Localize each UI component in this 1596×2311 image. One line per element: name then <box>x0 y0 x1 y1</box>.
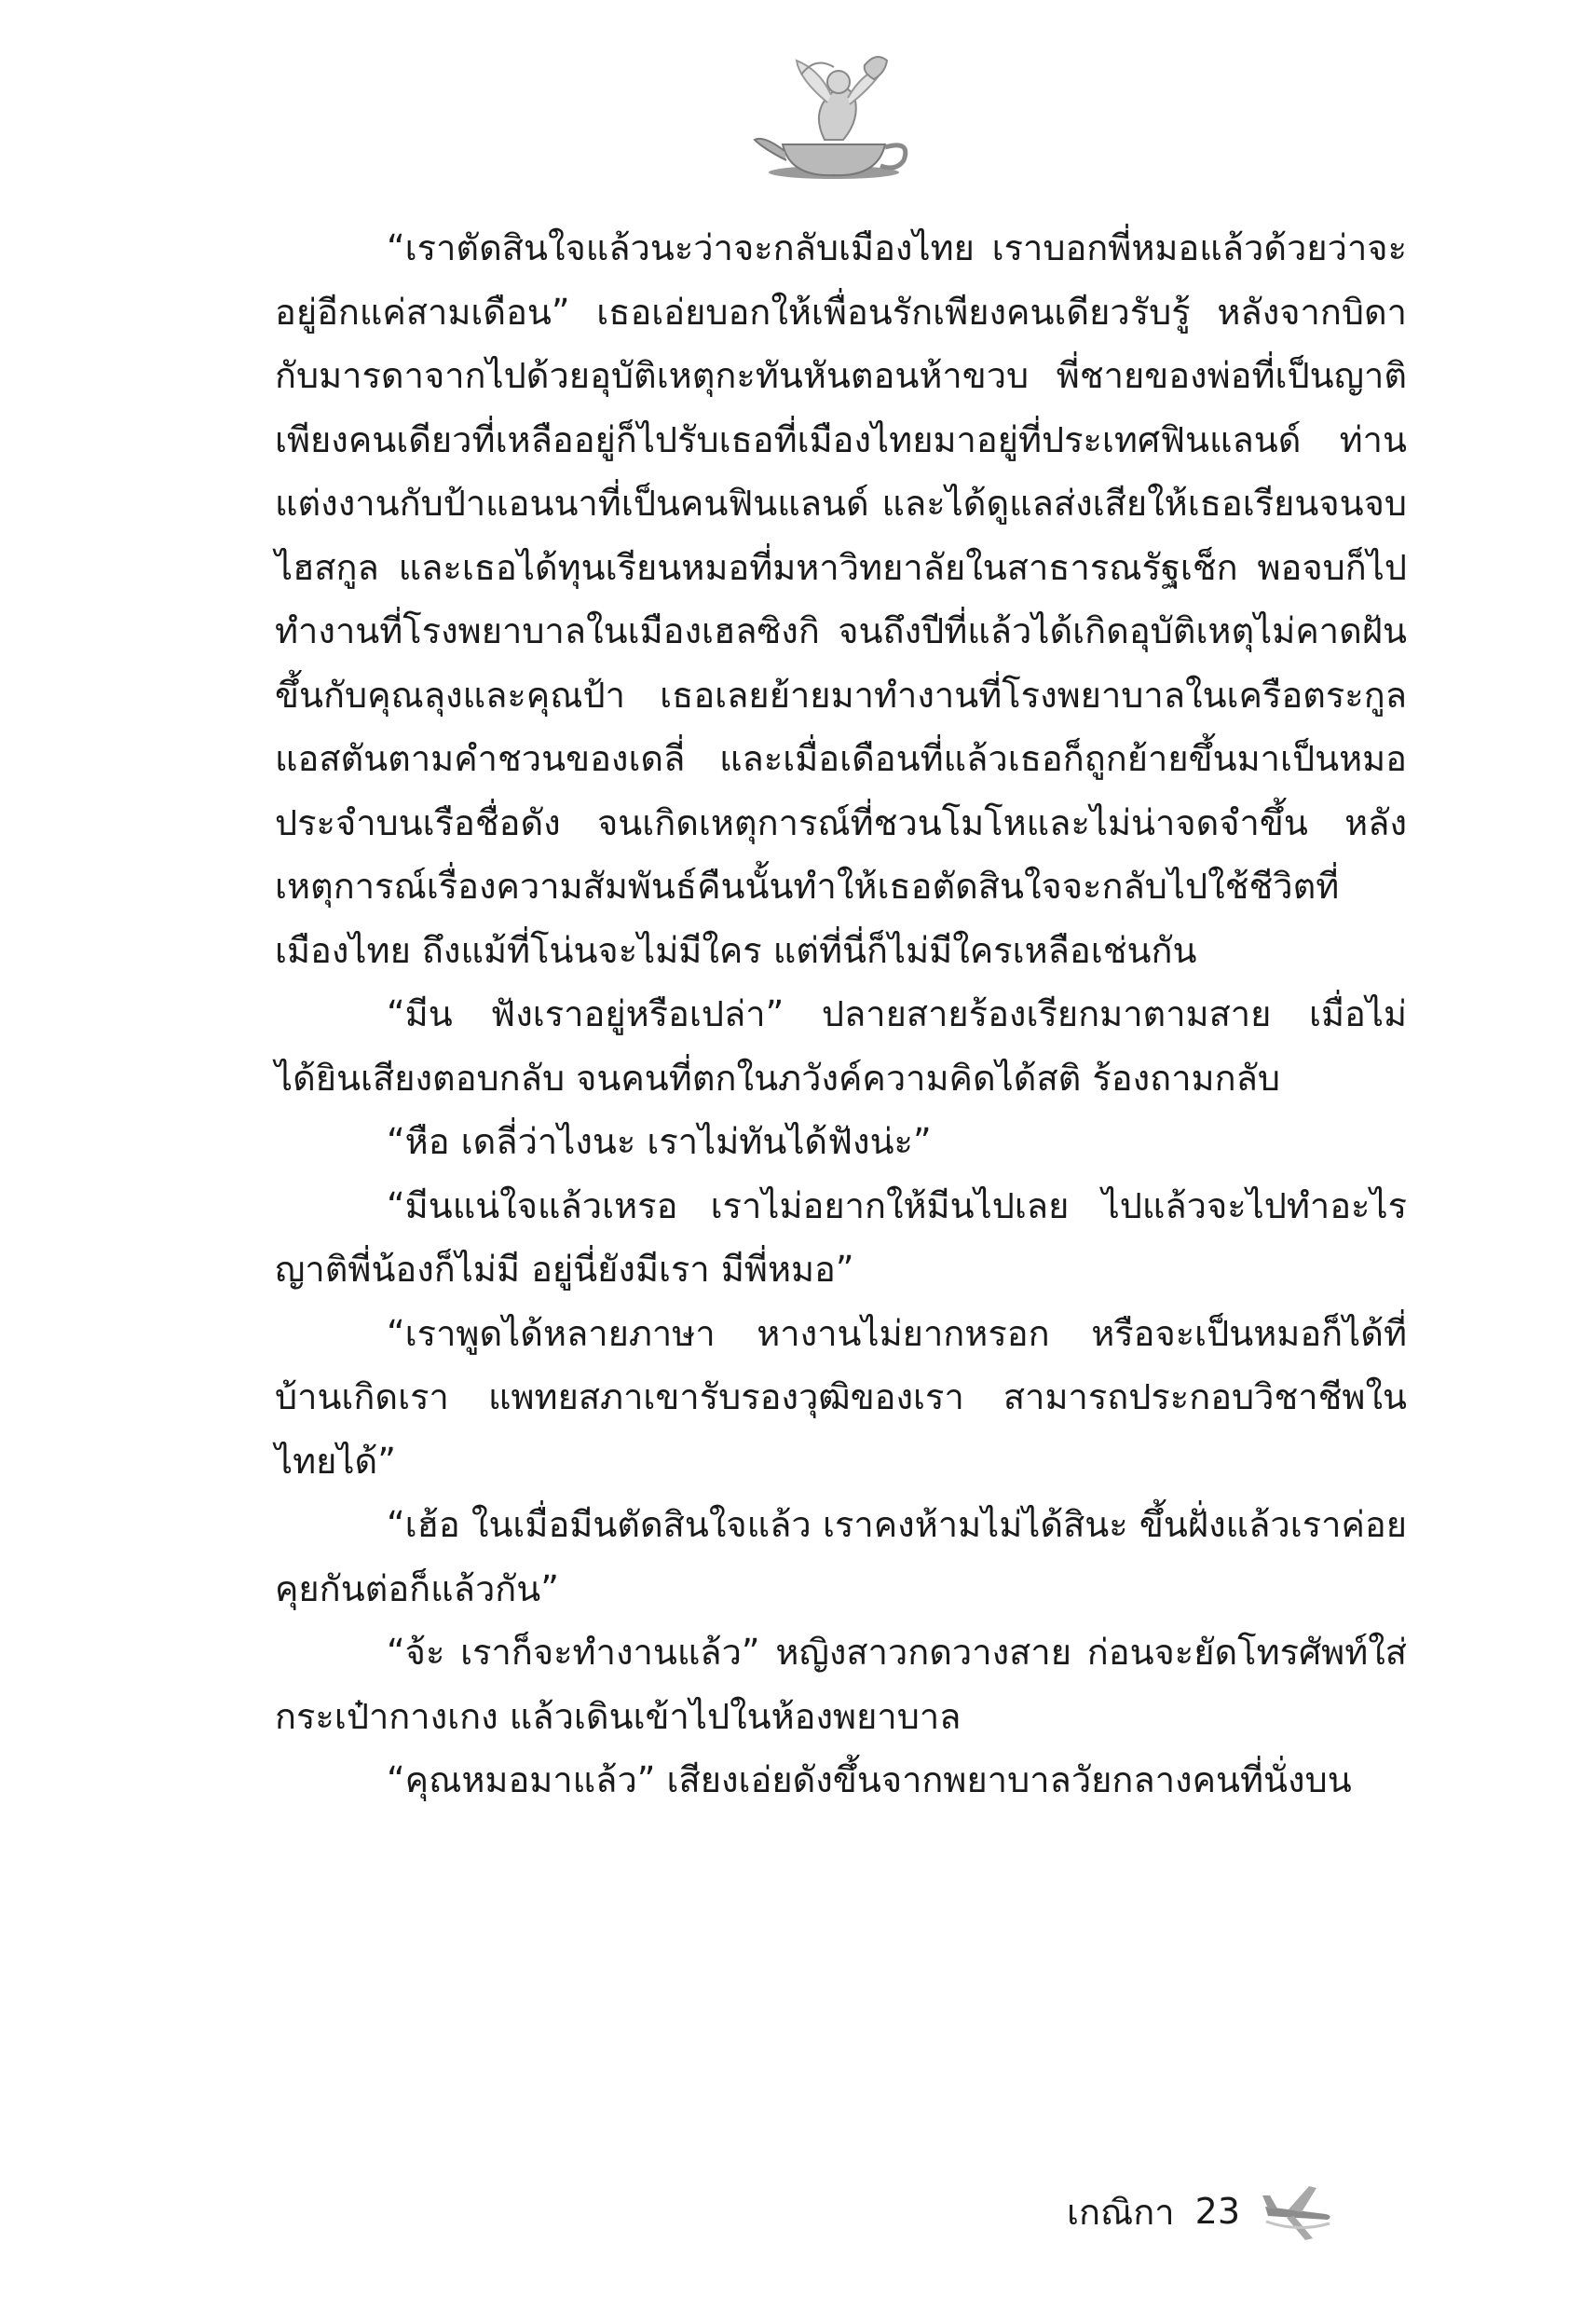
paragraph: “เราพูดได้หลายภาษา หางานไม่ยากหรอก หรือจะเป็นหมอก็ได้ที่บ้านเกิดเรา แพทยสภาเขารับรองวุฒิของเรา สามารถประกอบวิชาชีพในไทยได้” <box>275 1312 1407 1482</box>
body-text <box>275 216 1407 1812</box>
paragraph: “มีนแน่ใจแล้วเหรอ เราไม่อยากให้มีนไปเลย ไปแล้วจะไปทำอะไร ญาติพี่น้องก็ไม่มี อยู่นี่ยังมีเรา มีพี่หมอ” <box>275 1184 1407 1290</box>
paragraph: “หือ เดลี่ว่าไงนะ เราไม่ทันได้ฟังน่ะ” <box>387 1121 932 1162</box>
page-footer <box>1067 2179 1335 2244</box>
paragraph: “คุณหมอมาแล้ว” เสียงเอ่ยดังขึ้นจากพยาบาลวัยกลางคนที่นั่งบน <box>387 1759 1352 1800</box>
paragraph: “เฮ้อ ในเมื่อมีนตัดสินใจแล้ว เราคงห้ามไม่ได้สินะ ขึ้นฝั่งแล้วเราค่อยคุยกันต่อก็แล้วกัน” <box>275 1504 1407 1609</box>
page-number: 23 <box>1194 2191 1240 2232</box>
book-title: เกณิกา <box>1067 2191 1175 2233</box>
paragraph: “จ้ะ เราก็จะทำงานแล้ว” หญิงสาวกดวางสาย ก่อนจะยัดโทรศัพท์ใส่กระเป๋ากางเกง แล้วเดินเข้าไปในห้องพยาบาล <box>275 1632 1407 1737</box>
cupid-teapot-ornament-icon <box>745 47 922 186</box>
paragraph: “มีน ฟังเราอยู่หรือเปล่า” ปลายสายร้องเรียกมาตามสาย เมื่อไม่ได้ยินเสียงตอบกลับ จนคนที่ตกในภวังค์ความคิดได้สติ ร้องถามกลับ <box>275 993 1407 1099</box>
paragraph: “เราตัดสินใจแล้วนะว่าจะกลับเมืองไทย เราบอกพี่หมอแล้วด้วยว่าจะอยู่อีกแค่สามเดือน” เธอเอ่ยบอกให้เพื่อนรักเพียงคนเดียวรับรู้ หลังจากบิดากับมารดาจากไปด้วยอุบัติเหตุกะทันหันตอนห้าขวบ พี่ชายของพ่อที่เป็นญาติเพียงคนเดียวที่เหลืออยู่ก็ไปรับเธอที่เมืองไทยมาอยู่ที่ประเทศฟินแลนด์ ท่านแต่งงานกับป้าแอนนาที่เป็นคนฟินแลนด์ และได้ดูแลส่งเสียให้เธอเรียนจนจบไฮสกูล และเธอได้ทุนเรียนหมอที่มหาวิทยาลัยในสาธารณรัฐเช็ก พอจบก็ไปทำงานที่โรงพยาบาลในเมืองเฮลซิงกิ จนถึงปีที่แล้วได้เกิดอุบัติเหตุไม่คาดฝันขึ้นกับคุณลุงและคุณป้า เธอเลยย้ายมาทำงานที่โรงพยาบาลในเครือตระกูลแอสตันตามคำชวนของเดลี่ และเมื่อเดือนที่แล้วเธอก็ถูกย้ายขึ้นมาเป็นหมอประจำบนเรือชื่อดัง จนเกิดเหตุการณ์ที่ชวนโมโหและไม่น่าจดจำขึ้น หลังเหตุการณ์เรื่องความสัมพันธ์คืนนั้นทำให้เธอตัดสินใจจะกลับไปใช้ชีวิตที่เมืองไทย ถึงแม้ที่โน่นจะไม่มีใคร แต่ที่นี่ก็ไม่มีใครเหลือเช่นกัน <box>275 227 1407 971</box>
airplane-icon <box>1261 2179 1335 2244</box>
